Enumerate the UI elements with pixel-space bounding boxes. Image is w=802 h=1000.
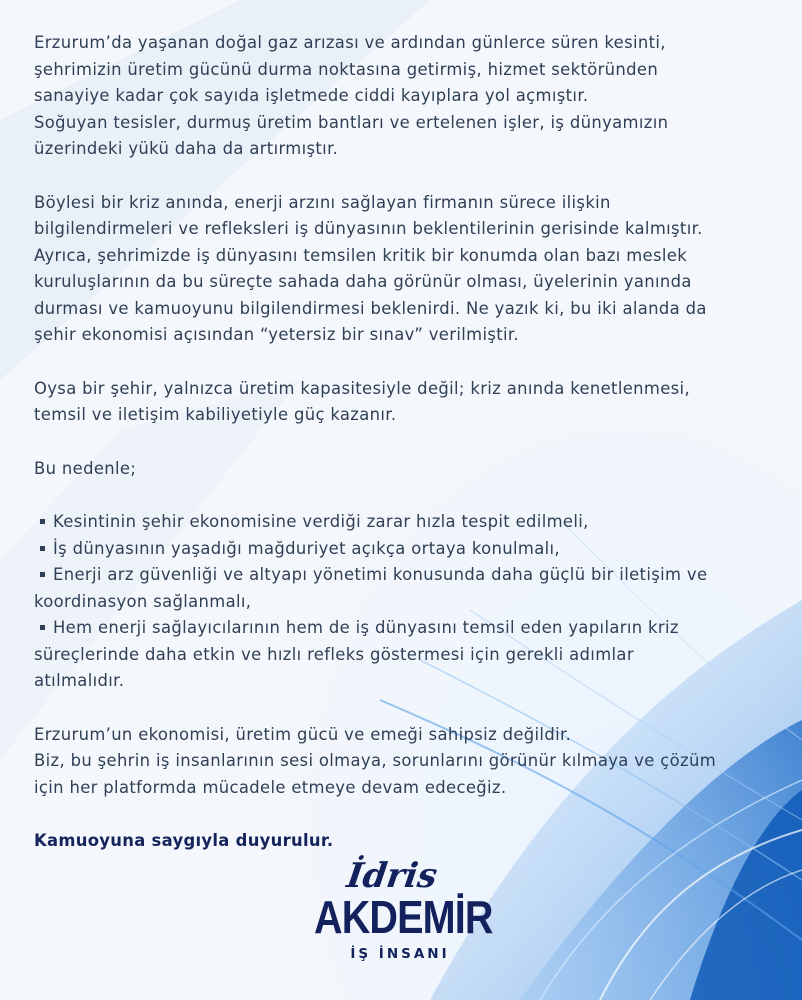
list-item: İş dünyasının yaşadığı mağduriyet açıkça ortaya konulmalı, (34, 536, 786, 563)
paragraph-criticism: Böylesi bir kriz anında, enerji arzını sağlayan firmanın sürece ilişkin bilgilendirmeleri ve refleksleri iş dünyasının beklentilerinin gerisinde kalmıştır. Ayrıca, şehrimizde iş dünyasını temsilen kritik bir konumda olan bazı meslek kuruluşlarının da bu süreçte sahada daha görünür olması, üyelerinin yanında durması ve kamuoyunu bilgilendirmesi beklenirdi. Ne yazık ki, bu iki alanda da şehir ekonomisi açısından “yetersiz bir sınav” verilmiştir. (34, 192, 707, 344)
signature-title: İŞ İNSANI (350, 946, 450, 962)
bullet-square-icon (40, 572, 45, 577)
bullet-square-icon (40, 519, 45, 524)
paragraph-solidarity: Oysa bir şehir, yalnızca üretim kapasitesiyle değil; kriz anında kenetlenmesi, temsil ve iletişim kabiliyetiyle güç kazanır. (34, 378, 691, 424)
list-item: Kesintinin şehir ekonomisine verdiği zarar hızla tespit edilmeli, (34, 509, 786, 536)
list-item: Enerji arz güvenliği ve altyapı yönetimi konusunda daha güçlü bir iletişim ve koordinasyon sağlanmalı, (34, 565, 708, 611)
list-item: Hem enerji sağlayıcılarının hem de iş dünyasını temsil eden yapıların kriz süreçlerinde daha etkin ve hızlı refleks göstermesi için gerekli adımlar atılmalıdır. (34, 618, 679, 690)
paragraph-final: Erzurum’un ekonomisi, üretim gücü ve emeği sahipsiz değildir. Biz, bu şehrin iş insanlarının sesi olmaya, sorunlarını görünür kılmaya ve çözüm için her platformda mücadele etmeye devam edeceğiz. (34, 724, 717, 797)
closing-line: Kamuoyuna saygıyla duyurulur. (34, 831, 334, 850)
signature-last-name: AKDEMİR (314, 891, 493, 943)
bullet-square-icon (40, 546, 45, 551)
signature-first-name: İdris (344, 856, 440, 896)
paragraph-therefore: Bu nedenle; (34, 458, 137, 478)
bullet-square-icon (40, 625, 45, 630)
paragraph-intro: Erzurum’da yaşanan doğal gaz arızası ve ardından günlerce süren kesinti, şehrimizin üretim gücünü durma noktasına getirmiş, hizmet sektöründen sanayiye kadar çok sayıda işletmede ciddi kayıplara yol açmıştır. Soğuyan tesisler, durmuş üretim bantları ve ertelenen işler, iş dünyamızın üzerindeki yükü daha da artırmıştır. (34, 33, 669, 158)
demands-list (34, 509, 786, 695)
signature-logo (300, 856, 500, 988)
press-statement (34, 30, 786, 855)
